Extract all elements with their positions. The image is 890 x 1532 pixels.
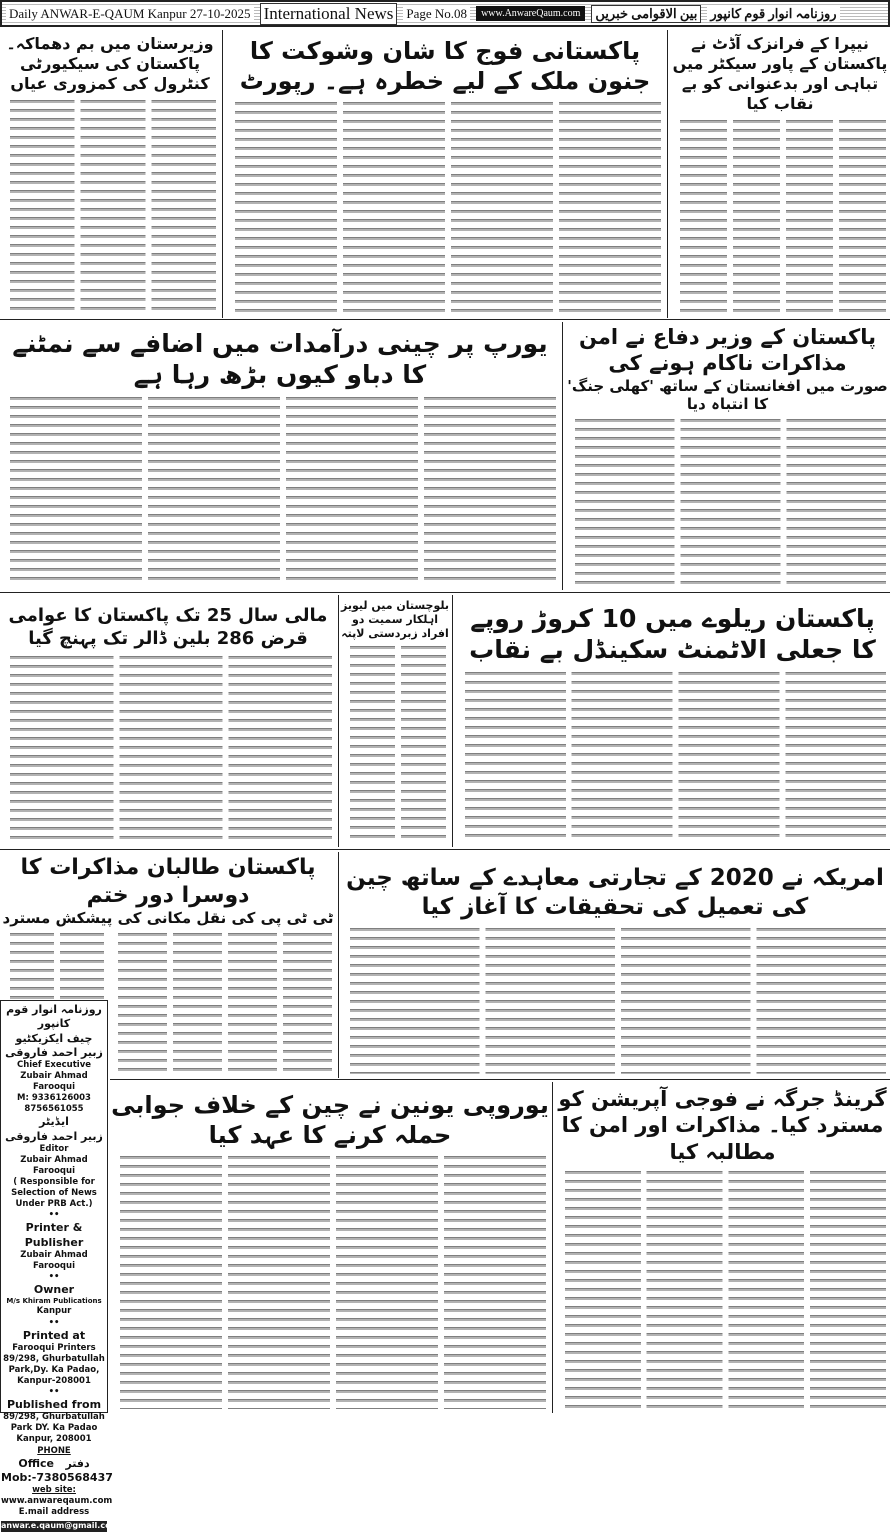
article-balochistan-missing <box>340 595 450 847</box>
article-body <box>229 102 661 314</box>
subheadline: ٹی ٹی پی کی نقل مکانی کی پیشکش مسترد <box>2 909 334 927</box>
article-body <box>459 672 886 844</box>
article-army-obsession <box>225 30 665 318</box>
article-eu-china-retaliation <box>110 1082 550 1413</box>
office-mobile: Mob:-7380568437 <box>1 1470 113 1484</box>
publisher-name: Zubair Ahmad Farooqui <box>20 1249 88 1271</box>
printed-label: Printed at <box>22 1328 86 1342</box>
published-address: 89/298, Ghurbatullah Park DY. Ka Padao Kanpur, 208001 <box>3 1412 105 1445</box>
owner-name: M/s Khiram Publications <box>6 1297 102 1306</box>
phone-label: PHONE <box>37 1445 71 1456</box>
headline: یوروپی یونین نے چین کے خلاف جوابی حملہ کرنے کا عہد کیا <box>111 1091 549 1149</box>
article-europe-china-imports <box>0 322 560 590</box>
page-number: Page No.08 <box>403 6 470 22</box>
ce-mobile-2: 8756561055 <box>24 1104 84 1115</box>
article-body <box>112 933 332 1074</box>
article-waziristan-blast <box>0 30 220 318</box>
article-body <box>114 1156 546 1409</box>
headline: نیپرا کے فرانزک آڈٹ نے پاکستان کے پاور سیکٹر میں تباہی اور بدعنوانی کو بے نقاب کیا <box>672 34 888 113</box>
article-defence-minister <box>565 322 890 590</box>
article-body <box>344 928 886 1075</box>
separator-dots: •• <box>48 1387 60 1398</box>
headline: بلوچستان میں لیویز اہلکار سمیت دو افراد زبردستی لاپتہ <box>341 599 449 640</box>
headline: امریکہ نے 2020 کے تجارتی معاہدے کے ساتھ چین کی تعمیل کی تحقیقات کا آغاز کیا <box>346 865 884 920</box>
imprint-email[interactable]: anwar.e.qaum@gmail.com <box>1 1521 119 1531</box>
article-us-china-trade <box>340 852 890 1078</box>
section-title-urdu: بین الاقوامی خبریں <box>591 5 701 23</box>
article-body <box>4 100 216 314</box>
section-title: International News <box>260 3 398 25</box>
office-label: Office <box>18 1456 54 1470</box>
headline: پاکستان ریلوے میں 10 کروڑ روپے کا جعلی الاٹمنٹ سکینڈل بے نقاب <box>469 604 876 665</box>
article-body <box>4 656 332 843</box>
imprint-box <box>0 1000 119 1531</box>
headline: یورپ پر چینی درآمدات میں اضافے سے نمٹنے کا دباو کیوں بڑھ رہا ہے <box>12 329 548 390</box>
editor-name-urdu: زبیر احمد فاروقی <box>5 1129 103 1143</box>
article-nepra-audit <box>670 30 890 318</box>
article-body <box>559 1171 886 1409</box>
ce-label: Chief Executive <box>16 1060 92 1071</box>
paper-logo: روزنامہ انوار قوم کانپور <box>707 6 839 22</box>
article-public-debt <box>0 595 336 847</box>
imprint-logo: روزنامہ انوار قوم کانپور <box>6 1003 102 1031</box>
owner-label: Owner <box>33 1283 75 1297</box>
printed-address: Farooqui Printers 89/298, Ghurbatullah Park,Dy. Ka Padao, Kanpur-208001 <box>3 1342 105 1386</box>
editor-note: ( Responsible for Selection of News Under PRB Act.) <box>11 1177 97 1210</box>
published-label: Published from <box>6 1398 102 1412</box>
editor-label: Editor <box>39 1144 69 1155</box>
subheadline: صورت میں افغانستان کے ساتھ 'کھلی جنگ' کا انتباہ دیا <box>567 376 888 413</box>
ce-name: Zubair Ahmad Farooqui <box>20 1071 88 1093</box>
headline: مالی سال 25 تک پاکستان کا عوامی قرض 286 بلین ڈالر تک پہنچ گیا <box>8 605 328 649</box>
article-body <box>344 646 446 843</box>
article-grand-jirga <box>555 1082 890 1413</box>
headline: پاکستان کے وزیر دفاع نے امن مذاکرات ناکام ہونے کی <box>579 325 876 376</box>
masthead-bar <box>0 0 890 27</box>
ce-name-urdu: زبیر احمد فاروقی <box>5 1045 103 1059</box>
headline: گرینڈ جرگہ نے فوجی آپریشن کو مسترد کیا۔ مذاکرات اور امن کا مطالبہ کیا <box>558 1087 887 1164</box>
email-label: E.mail address <box>18 1507 90 1518</box>
website-link[interactable]: www.AnwareQaum.com <box>476 6 585 21</box>
separator-dots: •• <box>48 1317 60 1328</box>
article-body-cont <box>4 933 104 1008</box>
editor-name: Zubair Ahmad Farooqui <box>20 1155 88 1177</box>
headline: پاکستانی فوج کا شان وشوکت کا جنون ملک کے لیے خطرہ ہے۔ رپورٹ <box>239 37 651 95</box>
headline: پاکستان طالبان مذاکرات کا دوسرا دور ختم <box>20 855 316 908</box>
paper-date: Daily ANWAR-E-QAUM Kanpur 27-10-2025 <box>6 6 254 22</box>
separator-dots: •• <box>48 1210 60 1221</box>
article-body <box>4 397 556 587</box>
website-label: web site: <box>32 1485 76 1496</box>
imprint-website[interactable]: www.anwareqaum.com <box>1 1496 113 1507</box>
publisher-label: Printer & Publisher <box>24 1221 84 1249</box>
owner-city: Kanpur <box>36 1306 72 1317</box>
article-railway-scandal <box>455 595 890 847</box>
article-body <box>674 120 886 314</box>
editor-label-urdu: ایڈیٹر <box>39 1115 69 1129</box>
headline: وزیرستان میں بم دھماکہ۔ پاکستان کی سیکیورٹی کنٹرول کی کمزوری عیاں <box>6 34 214 93</box>
article-body <box>569 419 886 587</box>
office-label-urdu: دفتر <box>65 1456 90 1470</box>
ce-mobile: M: 9336126003 <box>17 1093 91 1104</box>
ce-label-urdu: چیف ایکزیکٹیو <box>15 1031 93 1045</box>
separator-dots: •• <box>48 1272 60 1283</box>
